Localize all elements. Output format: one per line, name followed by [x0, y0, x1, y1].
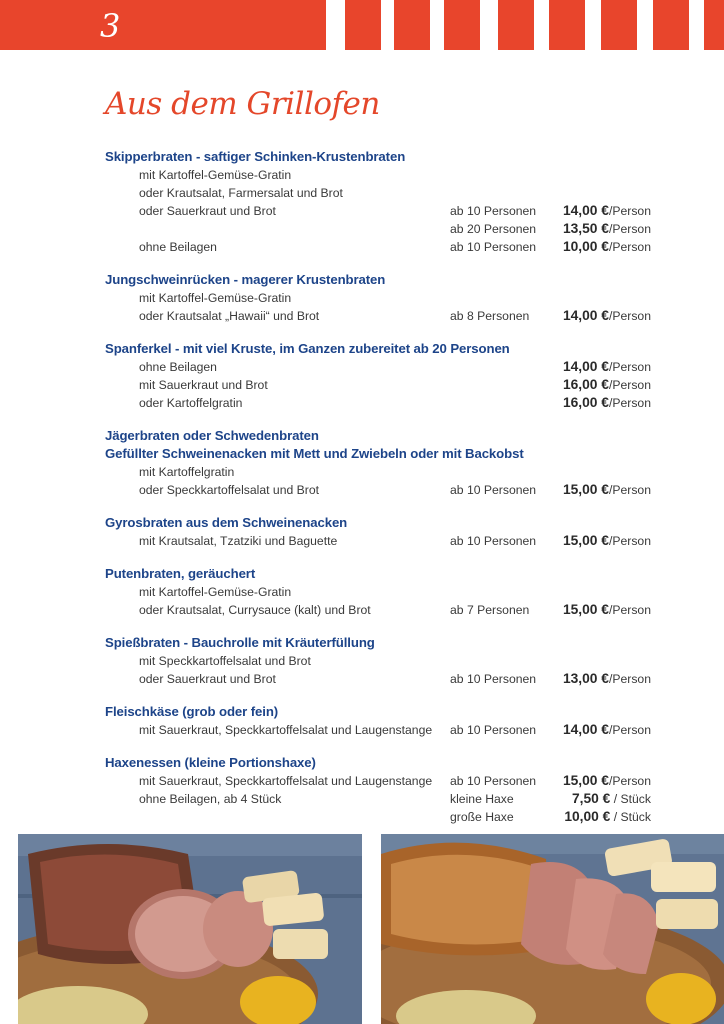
- menu-row: [105, 790, 665, 808]
- menu-section: [105, 340, 665, 412]
- page-number: 3: [100, 7, 121, 45]
- min-quantity: ab 10 Personen: [450, 534, 537, 548]
- side-dish-text: oder Sauerkraut und Brot: [139, 672, 276, 686]
- menu-section: [105, 703, 665, 739]
- menu-row: [105, 772, 665, 790]
- price: [563, 601, 651, 619]
- menu-row: [105, 463, 665, 481]
- price-amount: 15,00 €: [562, 482, 609, 497]
- dish-heading: Haxenessen (kleine Portionshaxe): [105, 755, 316, 770]
- min-quantity: ab 20 Personen: [450, 222, 537, 236]
- price-amount: 7,50 €: [572, 791, 611, 806]
- price-amount: 13,50 €: [562, 221, 609, 236]
- price: [563, 376, 651, 394]
- side-dish-text: mit Sauerkraut, Speckkartoffelsalat und Laugenstange: [139, 774, 433, 788]
- banner-stripe: [601, 0, 637, 50]
- banner-stripe: [549, 0, 585, 50]
- price-unit: /Person: [608, 483, 651, 497]
- price-amount: 14,00 €: [562, 359, 609, 374]
- menu-row: [105, 808, 665, 826]
- min-quantity: kleine Haxe: [450, 792, 514, 806]
- menu-row: [105, 289, 665, 307]
- menu-row: [105, 307, 665, 325]
- side-dish-text: oder Krautsalat, Currysauce (kalt) und Brot: [139, 603, 371, 617]
- page-title: Aus dem Grillofen: [105, 86, 380, 122]
- price-amount: 15,00 €: [562, 773, 609, 788]
- side-dish-text: mit Krautsalat, Tzatziki und Baguette: [139, 534, 338, 548]
- side-dish-text: oder Krautsalat, Farmersalat und Brot: [139, 186, 343, 200]
- price-unit: /Person: [608, 378, 651, 392]
- price-unit: /Person: [608, 360, 651, 374]
- dish-heading: Spanferkel - mit viel Kruste, im Ganzen zubereitet ab 20 Personen: [105, 341, 510, 356]
- min-quantity: ab 10 Personen: [450, 723, 537, 737]
- price-unit: /Person: [608, 774, 651, 788]
- banner-stripe: [498, 0, 534, 50]
- price-unit: / Stück: [610, 792, 651, 806]
- price: [563, 394, 651, 412]
- menu-row: [105, 184, 665, 202]
- menu-row: [105, 532, 665, 550]
- menu-row: [105, 601, 665, 619]
- dish-heading: Skipperbraten - saftiger Schinken-Krustenbraten: [105, 149, 406, 164]
- min-quantity: ab 10 Personen: [450, 483, 537, 497]
- side-dish-text: ohne Beilagen, ab 4 Stück: [139, 792, 282, 806]
- price-amount: 14,00 €: [562, 308, 609, 323]
- min-quantity: ab 10 Personen: [450, 774, 537, 788]
- price: [563, 481, 651, 499]
- side-dish-text: mit Sauerkraut und Brot: [139, 378, 268, 392]
- price-unit: /Person: [608, 672, 651, 686]
- price: [563, 202, 651, 220]
- price: [563, 307, 651, 325]
- side-dish-text: mit Kartoffelgratin: [139, 465, 235, 479]
- price: [563, 238, 651, 256]
- price-unit: /Person: [608, 240, 651, 254]
- menu-row: [105, 394, 665, 412]
- menu-section: [105, 148, 665, 256]
- price-unit: /Person: [608, 222, 651, 236]
- min-quantity: ab 10 Personen: [450, 672, 537, 686]
- side-dish-text: mit Kartoffel-Gemüse-Gratin: [139, 168, 292, 182]
- price-amount: 16,00 €: [562, 395, 609, 410]
- side-dish-text: oder Sauerkraut und Brot: [139, 204, 276, 218]
- menu-section: [105, 565, 665, 619]
- banner-stripe: [653, 0, 689, 50]
- price: [563, 772, 651, 790]
- menu-row: [105, 202, 665, 220]
- menu-row: [105, 376, 665, 394]
- banner-stripe: [394, 0, 430, 50]
- price-unit: /Person: [608, 534, 651, 548]
- dish-heading: Jungschweinrücken - magerer Krustenbraten: [105, 272, 386, 287]
- banner-block: [0, 0, 326, 50]
- min-quantity: ab 10 Personen: [450, 240, 537, 254]
- dish-heading: Gefüllter Schweinenacken mit Mett und Zwiebeln oder mit Backobst: [105, 446, 524, 461]
- dish-heading: Fleischkäse (grob oder fein): [105, 704, 279, 719]
- menu-row: [105, 238, 665, 256]
- price-unit: /Person: [608, 603, 651, 617]
- menu-section: [105, 427, 665, 499]
- price-unit: /Person: [608, 309, 651, 323]
- dish-heading: Putenbraten, geräuchert: [105, 566, 256, 581]
- side-dish-text: ohne Beilagen: [139, 360, 217, 374]
- menu-row: [105, 481, 665, 499]
- price: [563, 670, 651, 688]
- banner-stripe: [704, 0, 724, 50]
- side-dish-text: mit Speckkartoffelsalat und Brot: [139, 654, 311, 668]
- min-quantity: ab 7 Personen: [450, 603, 530, 617]
- price-unit: /Person: [608, 723, 651, 737]
- min-quantity: ab 8 Personen: [450, 309, 530, 323]
- price-unit: /Person: [608, 396, 651, 410]
- menu-section: [105, 754, 665, 826]
- menu-row: [105, 358, 665, 376]
- banner-stripe: [444, 0, 480, 50]
- side-dish-text: oder Krautsalat „Hawaii“ und Brot: [139, 309, 320, 323]
- menu-row: [105, 721, 665, 739]
- dish-heading: Spießbraten - Bauchrolle mit Kräuterfüllung: [105, 635, 375, 650]
- menu-section: [105, 271, 665, 325]
- price-unit: /Person: [608, 204, 651, 218]
- haxe-photo: [381, 834, 724, 1024]
- min-quantity: große Haxe: [450, 810, 514, 824]
- menu-section: [105, 514, 665, 550]
- price: [563, 220, 651, 238]
- side-dish-text: mit Kartoffel-Gemüse-Gratin: [139, 291, 292, 305]
- price-amount: 10,00 €: [562, 239, 609, 254]
- menu-row: [105, 670, 665, 688]
- menu-row: [105, 652, 665, 670]
- price: [563, 721, 651, 739]
- price-amount: 14,00 €: [562, 722, 609, 737]
- price-amount: 14,00 €: [562, 203, 609, 218]
- side-dish-text: mit Kartoffel-Gemüse-Gratin: [139, 585, 292, 599]
- price-amount: 15,00 €: [562, 602, 609, 617]
- price-amount: 16,00 €: [562, 377, 609, 392]
- price: [563, 532, 651, 550]
- price-unit: / Stück: [610, 810, 651, 824]
- fleischkaese-photo: [18, 834, 362, 1024]
- side-dish-text: oder Speckkartoffelsalat und Brot: [139, 483, 319, 497]
- menu-row: [105, 220, 665, 238]
- top-banner: [0, 0, 724, 50]
- menu-row: [105, 166, 665, 184]
- dish-heading: Jägerbraten oder Schwedenbraten: [105, 428, 319, 443]
- min-quantity: ab 10 Personen: [450, 204, 537, 218]
- dish-heading: Gyrosbraten aus dem Schweinenacken: [105, 515, 348, 530]
- price: [563, 358, 651, 376]
- side-dish-text: mit Sauerkraut, Speckkartoffelsalat und Laugenstange: [139, 723, 433, 737]
- price-amount: 15,00 €: [562, 533, 609, 548]
- menu-list: [105, 148, 665, 841]
- menu-row: [105, 583, 665, 601]
- price-amount: 13,00 €: [562, 671, 609, 686]
- price-amount: 10,00 €: [564, 809, 611, 824]
- price: [564, 808, 651, 826]
- price: [572, 790, 651, 808]
- banner-stripe: [345, 0, 381, 50]
- side-dish-text: ohne Beilagen: [139, 240, 217, 254]
- menu-section: [105, 634, 665, 688]
- side-dish-text: oder Kartoffelgratin: [139, 396, 243, 410]
